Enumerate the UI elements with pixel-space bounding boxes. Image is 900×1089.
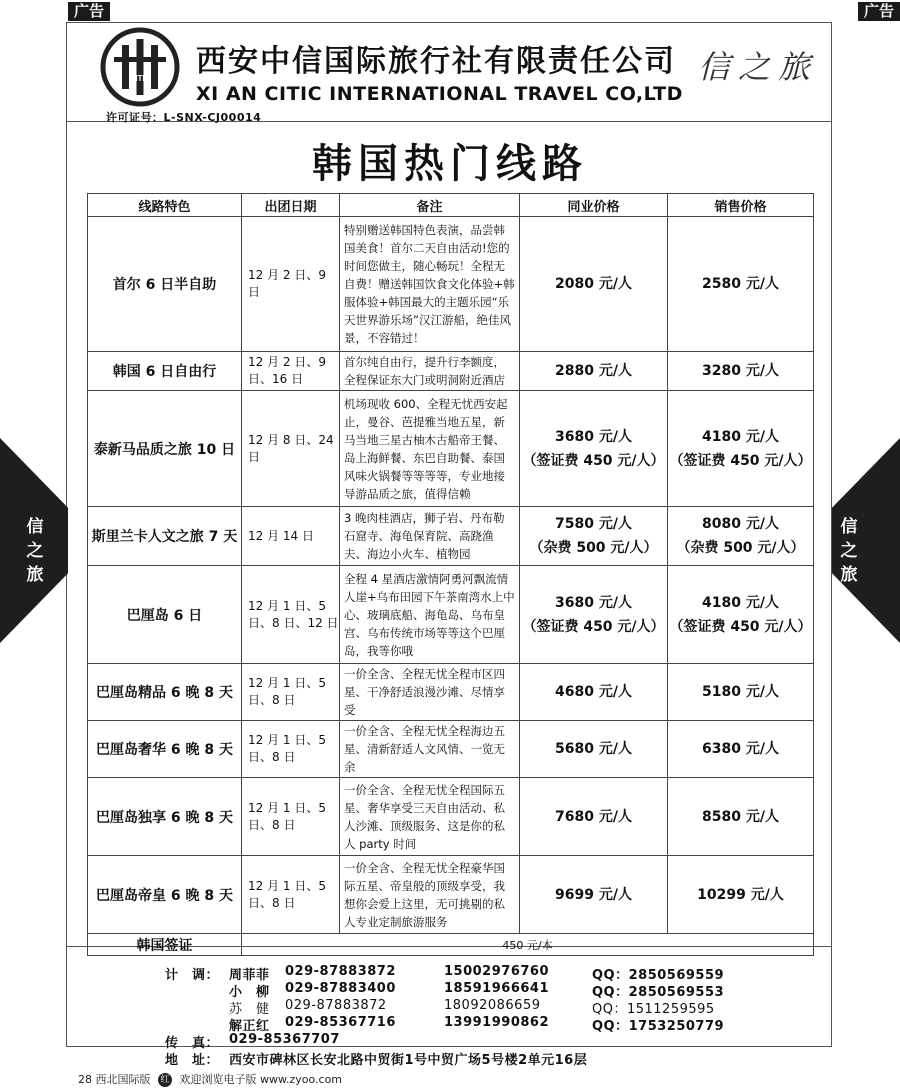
trade-price-value: 2080 元/人: [555, 276, 632, 292]
contact-name: 周菲菲: [229, 968, 270, 983]
col-header-trade-price: 同业价格: [520, 194, 668, 217]
routes-table: [87, 193, 814, 956]
page-footer: [78, 1071, 342, 1087]
route-name: 首尔 6 日半自助: [88, 217, 242, 352]
trade-price-extra: （杂费 500 元/人）: [529, 540, 658, 556]
route-note: 全程 4 星酒店激情阿勇河飘流情人崖+乌布田园下午茶南湾水上中心、玻璃底船、海龟岛、乌布皇宫、乌布传统市场等等这个巴厘岛，我等你哦: [340, 566, 520, 664]
contact-phone: 029-87883872: [285, 998, 387, 1013]
sale-price: [668, 217, 814, 352]
section-name: 西北国际版: [95, 1073, 151, 1086]
contact-phone: 029-87883872: [285, 964, 396, 979]
sale-price-value: 4180 元/人: [702, 594, 779, 611]
contact-qq: QQ：1511259595: [592, 1002, 715, 1017]
address-label: 地 址：: [165, 1053, 220, 1068]
route-name: 巴厘岛 6 日: [88, 566, 242, 664]
contact-mobile: 15002976760: [444, 964, 549, 979]
col-header-sale-price: 销售价格: [668, 194, 814, 217]
departure-date: 12 月 14 日: [242, 507, 340, 566]
sale-price: [668, 778, 814, 856]
route-note: 一价全含、全程无忧全程国际五星、奢华享受三天自由活动、私人沙滩、顶级服务、这是你的私人 party 时间: [340, 778, 520, 856]
col-header-route: 线路特色: [88, 194, 242, 217]
route-name: 斯里兰卡人文之旅 7 天: [88, 507, 242, 566]
sale-price: [668, 391, 814, 507]
sale-price-extra: （签证费 450 元/人）: [669, 452, 812, 469]
contact-mobile: 18092086659: [444, 998, 541, 1013]
footer-link[interactable]: 欢迎浏览电子版 www.zyoo.com: [179, 1073, 343, 1086]
route-name: 泰新马品质之旅 10 日: [88, 391, 242, 507]
contact-name: 解正红: [229, 1019, 270, 1034]
sale-price-value: 2580 元/人: [702, 276, 779, 292]
contact-phone: 029-87883400: [285, 981, 396, 996]
route-note: 机场现收 600、全程无忧西安起止，曼谷、芭提雅当地五星，新马当地三星古柚木古船帝王餐、岛上海鲜餐、东巴自助餐、泰国风味火锅餐等等等等，专业地接导游品质之旅，值得信赖: [340, 391, 520, 507]
sale-price-value: 8580 元/人: [702, 808, 779, 825]
departure-date: 12 月 8 日、24 日: [242, 391, 340, 507]
side-char: 旅: [840, 565, 858, 585]
logo-text: CITIC: [129, 74, 151, 83]
route-note: 首尔纯自由行，提升行李额度，全程保证东大门或明洞附近酒店: [340, 352, 520, 391]
side-char: 之: [26, 541, 44, 561]
departure-date: 12 月 2 日、9 日、16 日: [242, 352, 340, 391]
sale-price: [668, 856, 814, 934]
departure-date: 12 月 1 日、5 日、8 日、12 日: [242, 566, 340, 664]
trade-price: [520, 217, 668, 352]
contact-name: 苏 健: [229, 1002, 270, 1017]
contact-phone: 029-85367716: [285, 1015, 396, 1030]
trade-price: [520, 664, 668, 721]
route-name: 巴厘岛独享 6 晚 8 天: [88, 778, 242, 856]
table-row: [88, 217, 814, 352]
route-name: 巴厘岛奢华 6 晚 8 天: [88, 721, 242, 778]
signature: 信之旅: [698, 48, 819, 86]
trade-price: [520, 721, 668, 778]
sale-price-value: 3280 元/人: [702, 363, 779, 379]
trade-price-value: 7580 元/人: [555, 516, 632, 532]
contact-mobile: 13991990862: [444, 1015, 549, 1030]
departure-date: 12 月 1 日、5 日、8 日: [242, 721, 340, 778]
contact-name: 小 柳: [229, 985, 270, 1000]
route-name: 巴厘岛帝皇 6 晚 8 天: [88, 856, 242, 934]
address: 西安市碑林区长安北路中贸街1号中贸广场5号楼2单元16层: [229, 1053, 588, 1068]
table-row: [88, 721, 814, 778]
table-header-row: [88, 194, 814, 217]
trade-price-value: 3680 元/人: [555, 594, 632, 611]
ad-label-left: 广告: [68, 2, 110, 21]
ad-label-right: 广告: [858, 2, 900, 21]
side-char: 之: [840, 541, 858, 561]
route-note: 一价全含、全程无忧全程豪华国际五星、帝皇般的顶级享受，我想你会爱上这里，无可挑剔的私人专业定制旅游服务: [340, 856, 520, 934]
trade-price: [520, 391, 668, 507]
table-row: [88, 507, 814, 566]
contact-qq: QQ：1753250779: [592, 1019, 725, 1034]
license-number: 许可证号：L-SNX-CJ00014: [106, 111, 262, 124]
sale-price-value: 6380 元/人: [702, 741, 779, 757]
table-row: [88, 352, 814, 391]
table-row: [88, 664, 814, 721]
table-row: [88, 856, 814, 934]
side-text-right: [834, 515, 864, 587]
trade-price-extra: （签证费 450 元/人）: [522, 452, 665, 469]
visa-row: [88, 934, 814, 956]
route-note: 一价全含、全程无忧全程海边五星、清新舒适人文风情、一览无余: [340, 721, 520, 778]
sale-price-value: 8080 元/人: [702, 516, 779, 532]
table-row: [88, 566, 814, 664]
col-header-note: 备注: [340, 194, 520, 217]
sale-price: [668, 352, 814, 391]
sale-price: [668, 721, 814, 778]
side-char: 旅: [26, 565, 44, 585]
contact-mobile: 18591966641: [444, 981, 549, 996]
trade-price-value: 4680 元/人: [555, 684, 632, 700]
trade-price: [520, 778, 668, 856]
side-char: 信: [840, 517, 858, 537]
trade-price-value: 5680 元/人: [555, 741, 632, 757]
route-note: 特别赠送韩国特色表演，品尝韩国美食！首尔二天自由活动!您的时间您做主，随心畅玩！全程无自费！赠送韩国饮食文化体验+韩服体验+韩国最大的主题乐园“乐天世界游乐场”汉江游船，绝佳风景，不容错过！: [340, 217, 520, 352]
sale-price-value: 4180 元/人: [702, 428, 779, 445]
trade-price: [520, 507, 668, 566]
sale-price: [668, 566, 814, 664]
table-row: [88, 778, 814, 856]
contact-qq: QQ：2850569559: [592, 968, 725, 983]
trade-price-extra: （签证费 450 元/人）: [522, 618, 665, 635]
sale-price-extra: （签证费 450 元/人）: [669, 618, 812, 635]
red-badge-icon: 红: [158, 1073, 172, 1087]
departure-date: 12 月 1 日、5 日、8 日: [242, 856, 340, 934]
sale-price: [668, 664, 814, 721]
sale-price-value: 10299 元/人: [697, 886, 784, 903]
visa-price: 450 元/本: [242, 934, 814, 956]
trade-price: [520, 352, 668, 391]
trade-price: [520, 566, 668, 664]
trade-price-value: 2880 元/人: [555, 363, 632, 379]
route-note: 一价全含、全程无忧全程市区四星、干净舒适浪漫沙滩、尽情享受: [340, 664, 520, 721]
route-name: 巴厘岛精品 6 晚 8 天: [88, 664, 242, 721]
trade-price-value: 7680 元/人: [555, 808, 632, 825]
sale-price-extra: （杂费 500 元/人）: [676, 540, 805, 556]
page-number: 28: [78, 1073, 92, 1086]
sale-price: [668, 507, 814, 566]
contact-label-tel: 计 调：: [165, 968, 220, 983]
sale-price-value: 5180 元/人: [702, 684, 779, 700]
company-name-en: XI AN CITIC INTERNATIONAL TRAVEL CO,LTD: [196, 83, 683, 105]
departure-date: 12 月 2 日、9 日: [242, 217, 340, 352]
trade-price: [520, 856, 668, 934]
table-row: [88, 391, 814, 507]
departure-date: 12 月 1 日、5 日、8 日: [242, 778, 340, 856]
side-char: 信: [26, 517, 44, 537]
trade-price-value: 3680 元/人: [555, 428, 632, 445]
trade-price-value: 9699 元/人: [555, 886, 632, 903]
col-header-date: 出团日期: [242, 194, 340, 217]
route-note: 3 晚肉桂酒店，狮子岩、丹布勒石窟寺、海龟保育院、高跷渔夫、海边小火车、植物园: [340, 507, 520, 566]
visa-label: 韩国签证: [88, 934, 242, 956]
fax-label: 传 真：: [165, 1036, 220, 1051]
citic-logo: [100, 27, 180, 107]
side-text-left: [20, 515, 50, 587]
route-name: 韩国 6 日自由行: [88, 352, 242, 391]
contact-qq: QQ：2850569553: [592, 985, 725, 1000]
departure-date: 12 月 1 日、5 日、8 日: [242, 664, 340, 721]
company-name-cn: 西安中信国际旅行社有限责任公司: [196, 44, 676, 79]
fax-number: 029-85367707: [229, 1032, 340, 1047]
page-title: 韩国热门线路: [312, 141, 588, 187]
